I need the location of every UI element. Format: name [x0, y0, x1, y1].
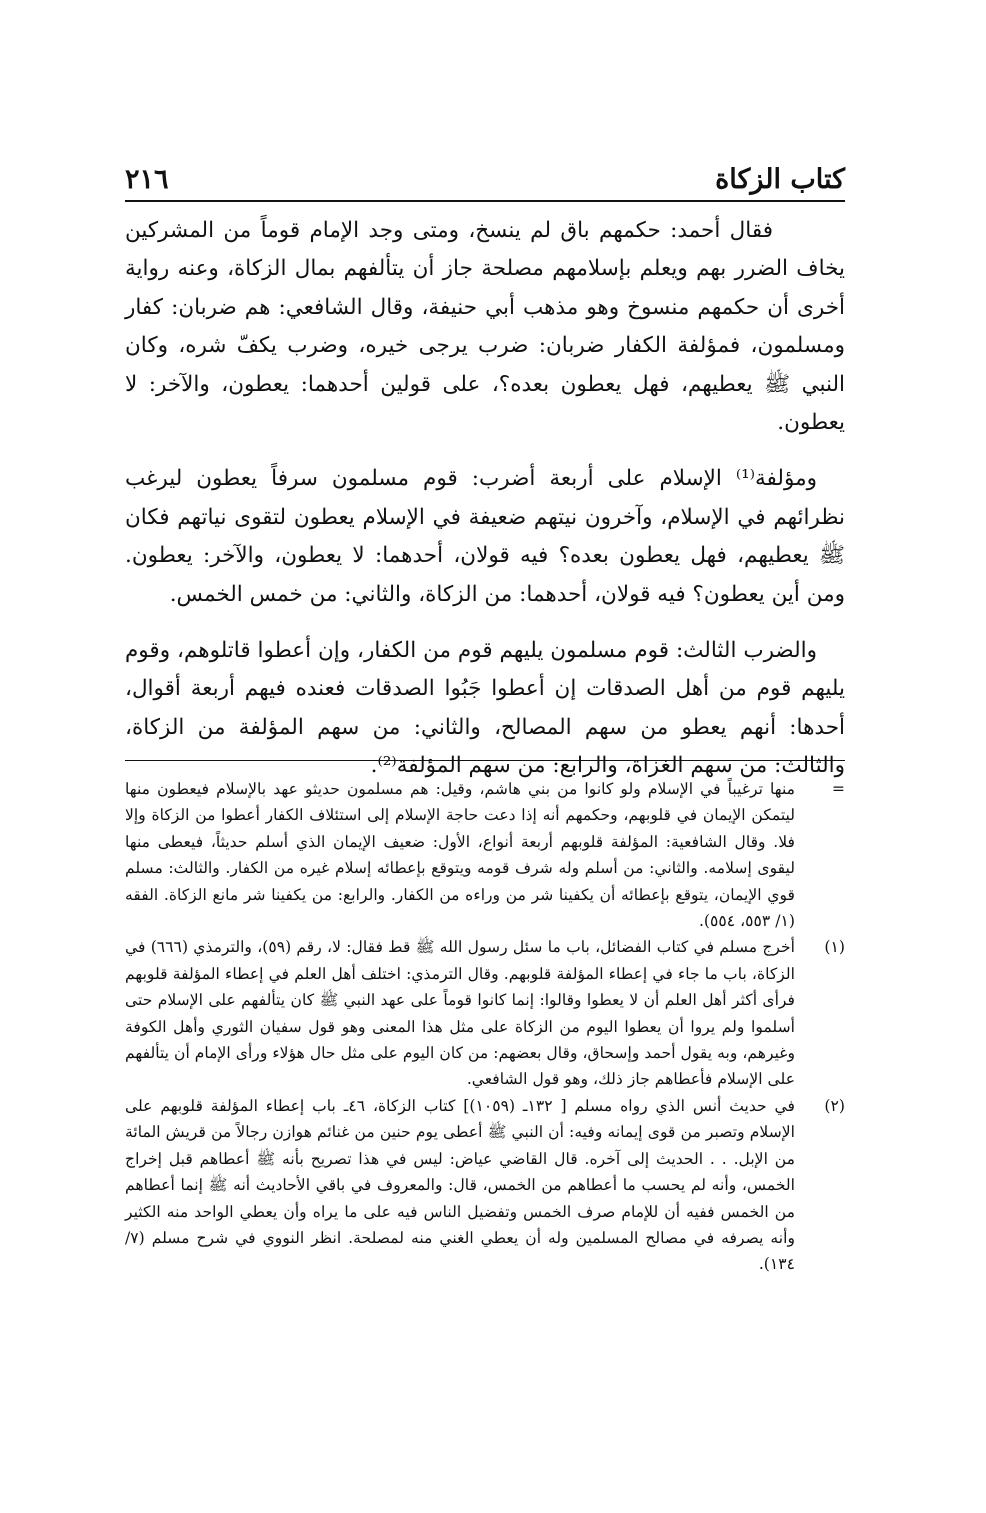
footnote	[125, 776, 845, 934]
paragraph: فقال أحمد: حكمهم باق لم ينسخ، ومتى وجد الإمام قوماً من المشركين يخاف الضرر بهم ويعلم بإسلامهم مصلحة جاز أن يتألفهم بمال الزكاة، وعنه رواية أخرى أن حكمهم منسوخ وهو مذهب أبي حنيفة، وقال الشافعي: هم ضربان: كفار ومسلمون، فمؤلفة الكفار ضربان: ضرب يرجى خيره، وضرب يكفّ شره، وكان النبي ﷺ يعطيهم، فهل يعطون بعده؟، على قولين أحدهما: يعطون، والآخر: لا يعطون.	[125, 218, 845, 436]
paragraph: ومؤلفة⁽¹⁾ الإسلام على أربعة أضرب: قوم مسلمون سرفاً يعطون ليرغب نظرائهم في الإسلام، وآخرون نيتهم ضعيفة في الإسلام يعطون لتقوى نياتهم فكان ﷺ يعطيهم، فهل يعطون بعده؟ فيه قولان، أحدهما: لا يعطون، والآخر: يعطون. ومن أين يعطون؟ فيه قولان، أحدهما: من الزكاة، والثاني: من خمس الخمس.	[125, 466, 845, 607]
page-header	[125, 160, 845, 202]
footnote-marker: (١)	[824, 938, 845, 957]
footnote-marker: (٢)	[824, 1096, 845, 1115]
footnote-text: في حديث أنس الذي رواه مسلم [ ١٣٢ـ (١٠٥٩)] كتاب الزكاة، ٤٦ـ باب إعطاء المؤلفة قلوبهم على الإسلام وتصبر من قوى إيمانه وفيه: أن النبي ﷺ أعطى يوم حنين من غنائم هوازن رجالاً من قريش المائة من الإبل. . . الحديث إلى آخره. قال القاضي عياض: ليس في هذا تصريح بأنه ﷺ أعطاهم قبل إخراج الخمس، وأنه لم يحسب ما أعطاهم من الخمس، قال: والمعروف في باقي الأحاديث أنه ﷺ إنما أعطاهم من الخمس ففيه أن للإمام صرف الخمس وتفضيل الناس فيه على ما يراه وأن يعطي الواحد منه الكثير وأنه يصرفه في مصالح المسلمين وله أن يعطي الغني منه لمصلحة. انظر النووي في شرح مسلم (٧/ ١٣٤).	[125, 1096, 796, 1274]
footnote-text: منها ترغيباً في الإسلام ولو كانوا من بني هاشم، وقيل: هم مسلمون حديثو عهد بالإسلام فيعطون منها ليتمكن الإيمان في قلوبهم، وحكمهم أنه إذا دعت حاجة الإسلام إلى استئلاف الكفار أعطوا من الزكاة وإلا فلا. وقال الشافعية: المؤلفة قلوبهم أربعة أنواع، الأول: ضعيف الإيمان الذي أسلم حديثاً، فيعطى منها ليقوى إسلامه. والثاني: من أسلم وله شرف قومه ويتوقع بإعطائه إسلام غيره من الكفار. والثالث: مسلم قوي الإيمان، يتوقع بإعطائه أن يكفينا شر من وراءه من الكفار. والرابع: من يكفينا شر مانع الزكاة. الفقه (١/ ٥٥٣، ٥٥٤).	[125, 780, 795, 931]
footnote	[125, 1093, 845, 1278]
paragraph: والضرب الثالث: قوم مسلمون يليهم قوم من الكفار، وإن أعطوا قاتلوهم، وقوم يليهم قوم من أهل الصدقات إن أعطوا جَبُوا الصدقات فعنده فيهم أربعة أقوال، أحدها: أنهم يعطو من سهم المصالح، والثاني: من سهم المؤلفة من الزكاة، والثالث: من سهم الغزاة، والرابع: من سهم المؤلفة⁽²⁾.	[125, 638, 845, 779]
footnote	[125, 934, 845, 1092]
footnote-separator	[125, 760, 845, 761]
footnotes	[125, 776, 845, 1278]
footnote-text: أخرج مسلم في كتاب الفضائل، باب ما سئل رسول الله ﷺ قط فقال: لا، رقم (٥٩)، والترمذي (٦٦٦) في الزكاة، باب ما جاء في إعطاء المؤلفة قلوبهم. وقال الترمذي: اختلف أهل العلم في إعطاء المؤلفة قلوبهم فرأى أكثر أهل العلم أن لا يعطوا وقالوا: إنما كانوا قوماً على عهد النبي ﷺ كان يتألفهم على الإسلام حتى أسلموا ولم يروا أن يعطوا اليوم من الزكاة على مثل هذا المعنى وهو قول سفيان الثوري وأهل الكوفة وغيرهم، وبه يقول أحمد وإسحاق، وقال بعضهم: من كان اليوم على مثل حال هؤلاء ورأى الإمام أن يتألفهم على الإسلام فأعطاهم جاز ذلك، وهو قول الشافعي.	[125, 938, 795, 1089]
main-text	[125, 212, 845, 804]
chapter-title: كتاب الزكاة	[715, 164, 845, 195]
footnote-marker: =	[831, 780, 845, 798]
page-number: ٢١٦	[125, 164, 169, 195]
